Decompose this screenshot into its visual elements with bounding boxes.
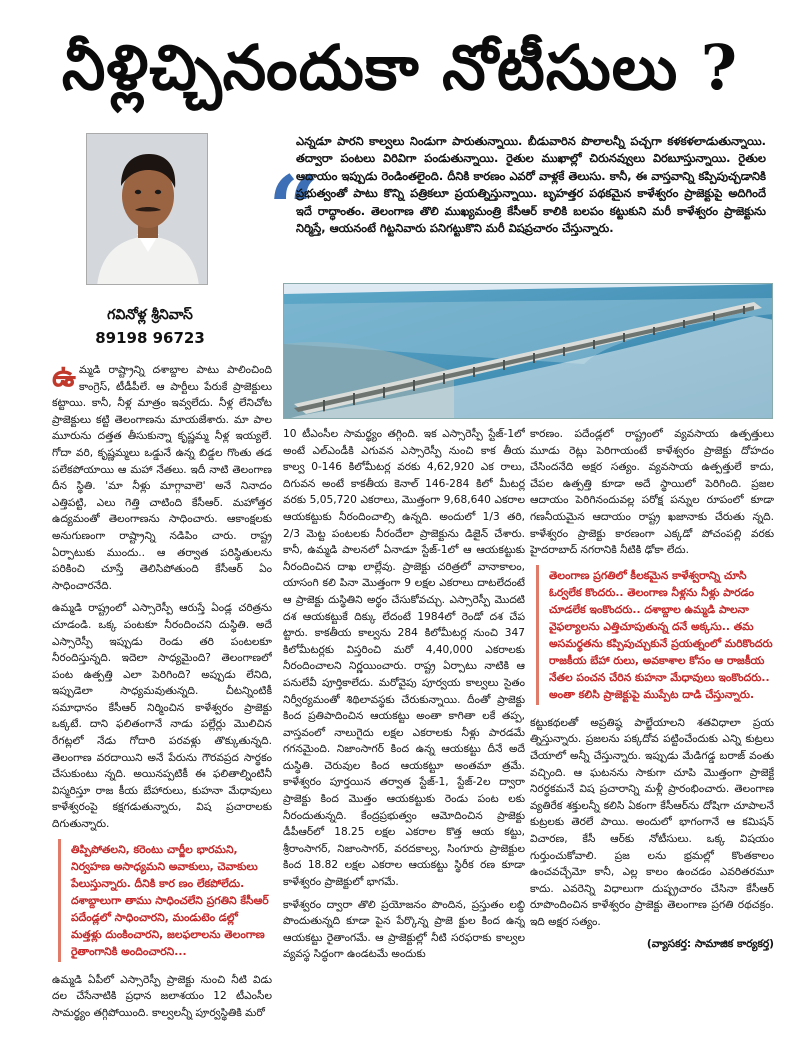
paragraph: 10 టీఎంసీల సామర్థ్యం తగ్గింది. ఇక ఎస్సారెస్పీ స్టేజ్-1లో అంటే ఎల్ఎండీకి ఎగువన ఎస్సారెస్పీ నుంచి కాక తీయ కాల్వ 0-146 కిలోమీటర్ల వరకు 4,62,920 ఎక రాలు, దిగువన అంటే కాకతీయ కెనాల్ 146-284 కిలో మీటర్ల వరకు 5,05,720 ఎకరాలు, మొత్తంగా 9,68,640 ఎకరాల ఆయకట్టుకు నీరందించాల్సి ఉన్నది. అందులో 1/3 తరి, 2/3 మెట్ట పంటలకు నీరందేలా ప్రాజెక్టును డిజైన్ చేశారు. కానీ, ఉమ్మడి పాలనలో ఏనాడూ స్టేజ్-1లో ఆ ఆయకట్టుకు నీరందించిన దాఖ లాల్లేవు. ప్రాజెక్టు చరిత్రలో వానాకాలం, యాసంగి కలి పినా మొత్తంగా 9 లక్షల ఎకరాలు దాటలేదంటే ఆ ప్రాజెక్టు దుస్థితిని అర్థం చేసుకోవచ్చు. ఎస్సారెస్పీ మొదటి దశ ఆయకట్టుకే దిక్కు లేదంటే 1984లో రెండో దశ చేప ట్టారు. కాకతీయ కాల్వను 284 కిలోమీటర్ల నుంచి 347 కిలోమీటర్లకు విస్తరించి మరో 4,40,000 ఎకరాలకు నీరందించాలని నిర్ణయించారు. రాష్ట్ర ఏర్పాటు నాటికి ఆ పనులేవీ పూర్తికాలేదు. మరోవైపు పూర్వయ కాల్వలు సైతం నిర్వీర్యమంతో శిథిలావస్థకు చేరుకున్నాయి. దీంతో ప్రాజెక్టు కింద ప్రతిపాదించిన ఆయకట్టు అంతా కాగితా లకే తప్ప, వాస్తవంలో నాలుగైదు లక్షల ఎకరాలకు నీళ్లు పారడమే గగనమైంది. నిజాంసాగర్ కింద ఉన్న ఆయకట్టు దీనే అదే దుస్థితి. చెరువుల కింద ఆయకట్టూ అంతమా త్రమే. కాళేశ్వరం పూర్తయిన తర్వాత స్టేజ్-1, స్టేజ్-2ల ద్వారా ప్రాజెక్టు కింద మొత్తం ఆయకట్టుకు రెండు పంట లకు నీరందుతున్నది. కేంద్రప్రభుత్వం ఆమోదించిన ప్రాజెక్టు డీపీఆర్‌లో 18.25 లక్షల ఎకరాల కొత్త ఆయ కట్టు, శ్రీరాంసాగర్, నిజాంసాగర్, వరదకాల్వ, సింగూరు ప్రాజెక్టుల కింద 18.82 లక్షల ఎకరాల ఆయకట్టు స్థిరీక రణ కూడా కాళేశ్వరం ప్రాజెక్టులో భాగమే. [283,428,525,889]
quote-mark-icon: “ [268,156,320,262]
author-phone: 89198 96723 [95,329,205,347]
paragraph: కారణం. పదేండ్లలో రాష్ట్రంలో వ్యవసాయ ఉత్పత్తులు మూడు రెట్లు పెరిగాయంటే కాళేశ్వరం ప్రాజెక్టు దోహదం చేసిందనేది అక్షర సత్యం. వ్యవసాయ ఉత్పత్తులే కాదు, చేపల ఉత్పత్తి కూడా అదే స్థాయిలో పెరిగింది. ప్రజల ఆదాయం పెరిగినందువల్ల పరోక్ష పన్నుల రూపంలో కూడా గణనీయమైన ఆదాయం రాష్ట్ర ఖజానాకు చేరుతు న్నది. కాళేశ్వరం ప్రాజెక్టు కారణంగా ఎక్కడో పోచంపల్లి వరకు హైదరాబాద్ నగరానికి నీటికి ఢోకా లేదు. [530,428,774,557]
author-name: గవినోళ్ల శ్రీనివాస్ [107,307,193,323]
column-3 [530,426,774,1026]
pull-quote: తిప్పిపోతలని, కరెంటు చార్జీల భారమని, నిర్వహణ అసాధ్యమని అవాకులు, చెవాకులు పేలుస్తున్నారు. దీనికి కార ణం లేకపోలేదు. దశాబ్దాలుగా తాము సాధించలేని ప్రగతిని కేసీఆర్ పదేండ్లలో సాధించారని, మండుటెం డల్లో మత్తళ్లు దుంకించారని, జలఫలాలను తెలంగాణ రైతాంగానికి అందించారని... [58,839,272,962]
paragraph-text: మ్మడి రాష్ట్రాన్ని దశాబ్దాల పాటు పాలించింది కాంగ్రెస్, టీడీపీలే. ఆ పార్టీలు పేరుకే ప్రాజెక్టులు కట్టాయి. కానీ, నీళ్ల మాత్రం ఇవ్వలేదు. నీళ్ల లేనిచోట ప్రాజెక్టులు కట్టి తెలంగాణను మాయజేశారు. మా పాల మూరును దత్తత తీసుకున్నా కృష్ణమ్మ నీళ్ల ఇయ్యలే. గోదా వరి, కృష్ణమ్మలు ఒడ్డునే ఉన్న బిడ్డల గొంతు తడ పలేకపోయాయి ఆ మహా నేతలు. ఇదీ నాటి తెలంగాణ దీన స్థితి. 'మా నీళ్లు మాగ్గావాలె' అనే నినాదం ఎత్తిపట్టి, ఎలు గెత్తి చాటింది కేసీఆర్. మహోత్తర ఉద్యమంతో తెలంగాణను సాధించారు. ఆకాంక్షలకు అనుగుణంగా రాష్ట్రాన్ని నడిపిం చారు. రాష్ట్ర ఏర్పాటుకు ముందు.. ఆ తర్వాత పరిస్థితులను పరికించి చూస్తే తెలిసిపోతుంది కేసీఆర్ ఏం సాధించారనేది. [52,364,272,592]
paragraph: కాళేశ్వరం ద్వారా తొలి ప్రయోజనం పొందిన, ప్రస్తుతం లబ్ధి పొందుతున్నది కూడా పైన పేర్కొన్న ప్రాజె క్టుల కింద ఉన్న ఆయకట్టు రైతాంగమే. ఆ ప్రాజెక్టుల్లో నీటి సరఫరాకు కాల్వల వ్యవస్థ సిద్ధంగా ఉండటమే అందుకు [283,898,525,961]
lede-paragraph: ఎన్నడూ పారని కాల్వలు నిండుగా పారుతున్నాయి. బీడువారిన పొలాలన్నీ పచ్చగా కళకళలాడుతున్నాయి. తద్వారా పంటలు విరివిగా పండుతున్నాయి. రైతుల ముఖాల్లో చిరునవ్వులు విరబూస్తున్నాయి. రైతుల ఆదాయం ఇప్పుడు రెండింతలైంది. దీనికి కారణం ఎవరో వాళ్లకే తెలుసు. కానీ, ఈ వాస్తవాన్ని కప్పిపుచ్చడానికి ప్రభుత్వంతో పాటు కొన్ని పత్రికలూ ప్రయత్నిస్తున్నాయి. బృహత్తర పథకమైన కాళేశ్వరం ప్రాజెక్టుపై అదిగిందే ఇదే రాద్ధాంతం. తెలంగాణ తొలి ముఖ్యమంత్రి కేసీఆర్ కాలికి బలపం కట్టుకుని మరీ కాళేశ్వరం ప్రాజెక్టును నిర్మిస్తే, ఆయనంటే గిట్టనివారు పనిగట్టుకొని మరీ విషప్రచారం చేస్తున్నారు. [296,134,766,236]
paragraph: ఉమ్మడి ఏపీలో ఎస్సారెస్పీ ప్రాజెక్టు నుంచి నీటి విడు దల చేసేనాటికి ప్రధాన జలాశయం 12 టీఎంసీల సామర్థ్యం తగ్గిపోయింది. కాల్వలన్నీ పూర్వస్థితికి మరో [52,973,272,1019]
paragraph [52,362,272,594]
column-1 [52,362,272,1030]
drop-cap: ఉ [52,362,76,394]
paragraph: కట్టుకథలతో అప్రతిష్ఠ పాల్జేయాలని శతవిధాలా ప్రయ త్నిస్తున్నారు. ప్రజలను పక్కదోవ పట్టించేందుకు ఎన్ని కుట్రలు చేయాలో అన్నీ చేస్తున్నారు. ఇప్పుడు మేడిగడ్డ బరాజ్ వంతు వచ్చింది. ఆ ఘటనను సాకుగా చూపి మొత్తంగా ప్రాజెక్టే నిరర్థకమనే విష ప్రచారాన్ని మళ్లీ ప్రారంభించారు. తెలంగాణ వ్యతిరేక శక్తులన్నీ కలిసి ఏకంగా కేసీఆర్‌ను దోషిగా చూపాలనే కుట్రలకు తెరలే పాయి. అందులో భాగంగానే ఆ కమిషన్ విచారణ, కేసీ ఆర్‌కు నోటీసులు. ఒక్క విషయం గుర్తుంచుకోవాలి. ప్రజ లను భ్రమల్లో కొంతకాలం ఉంచవచ్చేమో కానీ, ఎల్ల కాలం ఉంచడం ఎవరితరమూ కాదు. ఎవరెన్ని విధాలుగా దుష్ప్రచారం చేసినా కేసీఆర్ రూపొందించిన కాళేశ్వరం ప్రాజెక్టు తెలంగాణ ప్రగతి రథచక్రం. ఇది అక్షర సత్యం. [530,716,774,928]
column-2 [283,426,525,1026]
dam-photo [283,283,773,419]
headline: నీళ్లిచ్చినందుకా నోటీసులు ? [61,31,739,104]
byline [70,306,230,348]
paragraph: ఉమ్మడి రాష్ట్రంలో ఎస్సారెస్పీ ఆరుస్తే ఏండ్ల చరిత్రను చూడండి. ఒక్క పంటకూ నీరందించని దుస్థితి. అదే ఎస్సారెస్పీ ఇప్పుడు రెండు తరి పంటలకూ నీరందిస్తున్నది. ఇదెలా సాధ్యమైంది? తెలంగాణలో పంట ఉత్పత్తి ఎలా పెరిగింది? అప్పుడు లేనిది, ఇప్పుడెలా సాధ్యమవుతున్నది. చీటన్నింటికీ సమాధానం కేసీఆర్ నిర్మించిన కాళేశ్వరం ప్రాజెక్టు ఒక్కటే. దాని ఫలితంగానే నాడు పల్లేర్లు మొలిచిన రేగట్లలో నేడు గోదారి పరవళ్లు తొక్కుతున్నది. తెలంగాణ వరదాయిని అనే పేరును గౌరవప్రద సార్థకం చేసుకుంటు న్నది. అయినప్పటికీ ఈ ఫలితాల్నింటినీ విస్మరిస్తూ రాజ కీయ బేహారులు, కుహనా మేధావులు కాళేశ్వరంపై కక్షగడుతున్నారు, విష ప్రచారాలకు దిగుతున్నారు. [52,602,272,831]
author-portrait-image [87,134,208,285]
author-photo [86,133,208,285]
pull-quote: తెలంగాణ ప్రగతిలో కీలకమైన కాళేశ్వరాన్ని చూసి ఓర్వలేక కొందరు.. తెలంగాణ నీళ్లను నీళ్లు పారడం చూడలేక ఇంకొందరు.. దశాబ్దాల ఉమ్మడి పాలనా వైఫల్యాలను ఎత్తిచూపుతున్న దనే అక్కసు.. తమ అసమర్థతను కప్పిపుచ్చుకునే ప్రయత్నంలో మరికొందరు రాజకీయ బేహా రులు, అవకాశాల కోసం ఆ రాజకీయ నేతల పంచన చేరిన కుహనా మేధావులు ఇంకొందరు.. అంతా కలిసి ప్రాజెక్టుపై ముప్పేట దాడి చేస్తున్నారు. [536,565,774,705]
barrage-image [284,284,773,419]
author-note: (వ్యాసకర్త: సామాజిక కార్యకర్త) [646,938,774,951]
